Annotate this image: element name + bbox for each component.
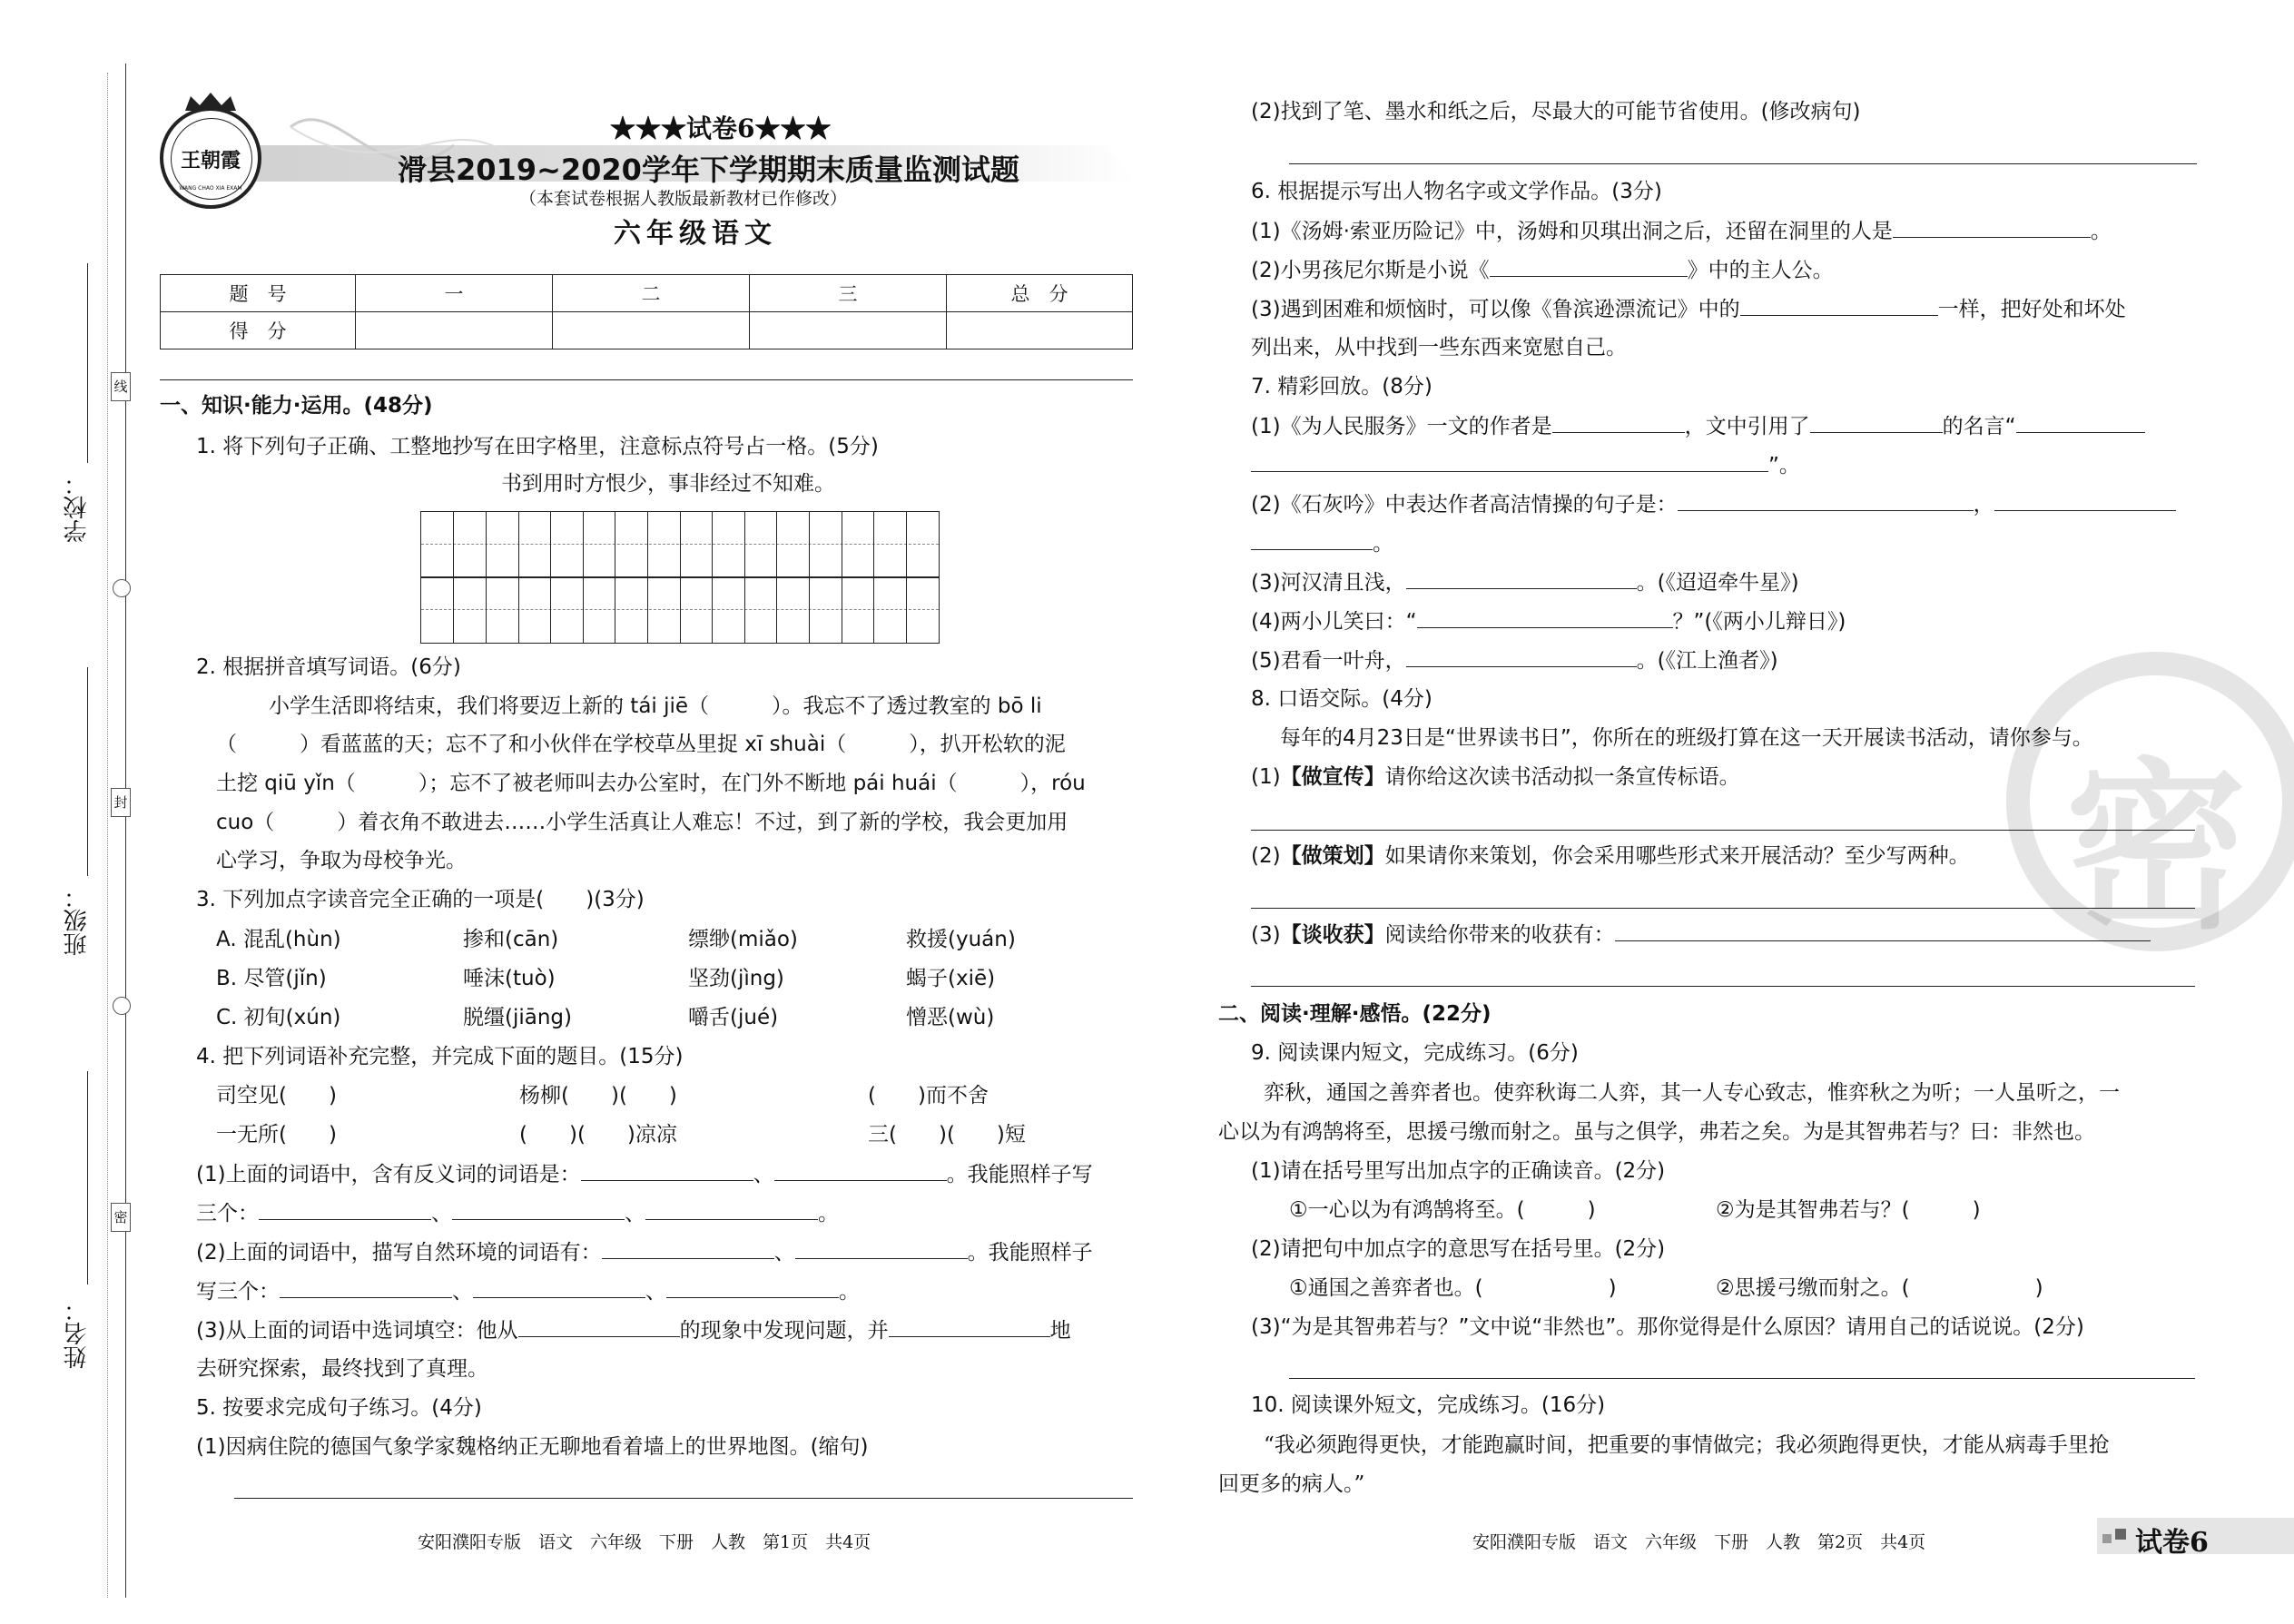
q6-sub3-cont: 列出来，从中找到一些东西来宽慰自己。 <box>1251 336 1627 359</box>
q3-option: 脱缰(jiāng) <box>463 1006 572 1029</box>
q8-sub1-num: (1) <box>1251 765 1281 789</box>
footer-tag: 试卷6 <box>2135 1527 2209 1559</box>
answer-blank[interactable] <box>1678 490 1974 511</box>
q8-sub3-text: 阅读给你带来的收获有： <box>1384 923 1615 947</box>
q6-sub2-text: 》中的主人公。 <box>1687 259 1834 282</box>
table-cell: 总 分 <box>947 275 1133 312</box>
q3-option: C. 初旬(xún) <box>216 1006 341 1029</box>
q4-sub2-text: 。我能照样子 <box>967 1241 1093 1265</box>
q5-sub1: (1)因病住院的德国气象学家魏格纳正无聊地看着墙上的世界地图。(缩句) <box>196 1435 869 1459</box>
answer-blank[interactable] <box>452 1199 625 1220</box>
answer-blank[interactable] <box>1810 412 1943 433</box>
section-divider <box>160 379 1133 380</box>
q7-sub3-text: 。(《迢迢牵牛星》) <box>1636 571 1799 595</box>
q8-sub1 <box>1251 763 1740 791</box>
q1-sentence: 书到用时方恨少，事非经过不知难。 <box>501 472 835 496</box>
q9-sub2b: ②思援弓缴而射之。( ) <box>1716 1276 2043 1300</box>
q4-word: ( )而不舍 <box>868 1084 989 1107</box>
q7-sub5-text: 。(《江上渔者》) <box>1636 649 1778 673</box>
q4-word: ( )( )凉凉 <box>519 1123 677 1147</box>
answer-blank[interactable] <box>259 1199 431 1220</box>
q8-sub3 <box>1251 920 2151 949</box>
q8-sub2-num: (2) <box>1251 844 1281 868</box>
q4-sub3-text: 的现象中发现问题，并 <box>679 1319 889 1343</box>
q4-sub3-text: (3)从上面的词语中选词填空：他从 <box>196 1319 518 1343</box>
footer-square-icon <box>2115 1529 2126 1540</box>
section1-heading: 一、知识·能力·运用。(48分) <box>160 394 433 418</box>
answer-blank[interactable] <box>602 1238 774 1259</box>
q6-sub3-text: 一样，把好处和坏处 <box>1937 298 2126 321</box>
q8-sub3-num: (3) <box>1251 923 1281 947</box>
answer-blank[interactable] <box>2016 412 2145 433</box>
grade-subject: 六年级语文 <box>614 218 777 250</box>
tianzige-grid[interactable] <box>420 511 940 644</box>
paper-tag: ★★★试卷6★★★ <box>610 113 832 143</box>
q4-word: 杨柳( )( ) <box>519 1084 677 1107</box>
q7-sub1-cont <box>1251 451 1800 479</box>
q6-sub3-text: (3)遇到困难和烦恼时，可以像《鲁滨逊漂流记》中的 <box>1251 298 1740 321</box>
name-label: 姓名： <box>64 1298 91 1369</box>
q3-option: 坚劲(jìng) <box>688 967 784 990</box>
q7-sub2-cont: 。 <box>1251 529 1393 557</box>
q6-sub1: (1)《汤姆·索亚历险记》中，汤姆和贝琪出洞之后，还留在洞里的人是 。 <box>1251 217 2112 245</box>
q3-option: 掺和(cān) <box>463 928 559 951</box>
q4-sub2: (2)上面的词语中，描写自然环境的词语有： 、 。我能照样子 <box>196 1238 1093 1266</box>
school-label: 学校： <box>64 472 91 543</box>
q2-line: 心学习，争取为母校争光。 <box>216 849 467 872</box>
answer-blank[interactable] <box>1406 646 1637 667</box>
q2-line: 土挖 qiū yǐn（ ）；忘不了被老师叫去办公室时，在门外不断地 pái huái（ ），róu <box>216 772 1086 795</box>
table-cell: 一 <box>356 275 553 312</box>
answer-blank[interactable] <box>1417 607 1673 628</box>
answer-blank[interactable] <box>518 1316 680 1337</box>
q3-option: 救援(yuán) <box>906 928 1016 951</box>
answer-blank[interactable] <box>1893 217 2091 238</box>
q9-sub3: (3)“为是其智弗若与？”文中说“非然也”。那你觉得是什么原因？请用自己的话说说。(2分) <box>1251 1315 2084 1339</box>
binding-hole-icon <box>113 579 131 597</box>
q6-text: 6. 根据提示写出人物名字或文学作品。(3分) <box>1251 180 1662 203</box>
cut-mark-secret: 密 <box>111 1203 131 1232</box>
logo-ring-text: WANG CHAO XIA EXAM <box>179 185 242 192</box>
q3-option: 蝎子(xiē) <box>906 967 996 990</box>
q9-text: 9. 阅读课内短文，完成练习。(6分) <box>1251 1041 1579 1065</box>
section2-heading: 二、阅读·理解·感悟。(22分) <box>1218 1002 1492 1026</box>
q9-sub1a: ①一心以为有鸿鹄将至。( ) <box>1289 1198 1596 1222</box>
score-table-header-row <box>161 275 1133 312</box>
q9-passage: 弈秋，通国之善弈者也。使弈秋诲二人弈，其一人专心致志，惟弈秋之为听；一人虽听之，一 <box>1264 1081 2120 1105</box>
q7-sub4-text: (4)两小儿笑曰：“ <box>1251 610 1417 634</box>
q8-sub3-tag: 【谈收获】 <box>1280 923 1385 947</box>
q3-option: A. 混乱(hùn) <box>216 928 341 951</box>
q4-sub3-text: 地 <box>1049 1319 1071 1343</box>
q7-text: 7. 精彩回放。(8分) <box>1251 375 1433 399</box>
q4-sub2-cont: 写三个： 、 、 。 <box>196 1277 860 1305</box>
q6-sub2 <box>1251 256 1834 284</box>
q4-sub1: (1)上面的词语中，含有反义词的词语是： 、 。我能照样子写 <box>196 1160 1093 1188</box>
footer-square-icon <box>2102 1534 2112 1543</box>
answer-blank[interactable] <box>1994 490 2176 511</box>
watermark-text: 密 <box>2064 743 2247 954</box>
q7-sub3-text: (3)河汉清且浅， <box>1251 571 1406 595</box>
q9-sub2a: ①通国之善弈者也。( ) <box>1289 1276 1617 1300</box>
footer-left: 安阳濮阳专版 语文 六年级 下册 人教 第1页 共4页 <box>418 1532 871 1552</box>
q7-sub2: (2)《石灰吟》中表达作者高洁情操的句子是： ， <box>1251 490 2176 518</box>
q5-sub2: (2)找到了笔、墨水和纸之后，尽最大的可能节省使用。(修改病句) <box>1251 100 1861 123</box>
q1-text: 1. 将下列句子正确、工整地抄写在田字格里，注意标点符号占一格。(5分) <box>196 435 879 458</box>
q2-line: cuo（ ）着衣角不敢进去……小学生活真让人难忘！不过，到了新的学校，我会更加用 <box>216 811 1068 834</box>
q8-text: 8. 口语交际。(4分) <box>1251 687 1433 711</box>
q7-sub1-text: 的名言“ <box>1942 415 2016 438</box>
q7-sub1-text: ”。 <box>1768 454 1800 477</box>
answer-blank[interactable] <box>473 1277 645 1298</box>
q7-sub3 <box>1251 568 1799 596</box>
q4-sub2-text: (2)上面的词语中，描写自然环境的词语有： <box>196 1241 602 1265</box>
binding-fold-line <box>125 64 126 1598</box>
q9-sub2: (2)请把句中加点字的意思写在括号里。(2分) <box>1251 1237 1666 1261</box>
score-input[interactable] <box>750 312 947 349</box>
q3-option: B. 尽管(jǐn) <box>216 967 327 990</box>
answer-blank[interactable] <box>1490 256 1688 277</box>
q4-sub1-text: (1)上面的词语中，含有反义词的词语是： <box>196 1163 581 1186</box>
q8-sub2-tag: 【做策划】 <box>1280 844 1385 868</box>
q2-line: （ ）看蓝蓝的天；忘不了和小伙伴在学校草丛里捉 xī shuài（ ），扒开松软的泥 <box>216 733 1066 756</box>
q3-option: 唾沫(tuò) <box>463 967 556 990</box>
binding-hole-icon <box>113 997 131 1015</box>
answer-line[interactable] <box>234 1498 1133 1499</box>
q7-sub4 <box>1251 607 1846 635</box>
answer-blank[interactable] <box>280 1277 452 1298</box>
score-input[interactable] <box>553 312 750 349</box>
q4-sub1-cont: 三个： 、 、 。 <box>196 1199 839 1227</box>
q7-sub4-text: ？”(《两小儿辩日》) <box>1672 610 1846 634</box>
q6-sub3 <box>1251 295 2126 323</box>
logo-text: 王朝霞 <box>180 149 241 172</box>
q4-sub1-text: 三个： <box>196 1202 259 1225</box>
crown-icon <box>182 91 240 113</box>
secret-watermark-icon <box>2006 652 2294 954</box>
answer-blank[interactable] <box>1406 568 1637 589</box>
q6-sub1-text: (1)《汤姆·索亚历险记》中，汤姆和贝琪出洞之后，还留在洞里的人是 <box>1251 220 1893 243</box>
class-label: 班级： <box>64 885 91 956</box>
q4-sub3-cont: 去研究探索，最终找到了真理。 <box>196 1357 488 1381</box>
score-table-score-row <box>161 312 1133 349</box>
footer-right: 安阳濮阳专版 语文 六年级 下册 人教 第2页 共4页 <box>1472 1532 1926 1552</box>
q10-passage: 回更多的病人。” <box>1218 1472 1365 1496</box>
table-cell: 题 号 <box>161 275 356 312</box>
q3-text: 3. 下列加点字读音完全正确的一项是( )(3分) <box>196 888 645 911</box>
q5-text: 5. 按要求完成句子练习。(4分) <box>196 1396 482 1420</box>
q7-sub2-text: (2)《石灰吟》中表达作者高洁情操的句子是： <box>1251 493 1678 517</box>
answer-blank[interactable] <box>1740 295 1938 316</box>
binding-dashed-line <box>107 73 108 1598</box>
answer-blank[interactable] <box>1251 451 1768 472</box>
table-cell: 得 分 <box>161 312 356 349</box>
score-input[interactable] <box>947 312 1133 349</box>
q8-sub1-text: 请你给这次读书活动拟一条宣传标语。 <box>1384 765 1740 789</box>
answer-blank[interactable] <box>1552 412 1685 433</box>
q9-sub1: (1)请在括号里写出加点字的正确读音。(2分) <box>1251 1159 1666 1183</box>
q4-word: 司空见( ) <box>216 1084 337 1107</box>
cut-mark-seal: 封 <box>111 788 131 817</box>
q4-sub3 <box>196 1316 1071 1344</box>
q8-sub2-text: 如果请你来策划，你会采用哪些形式来开展活动？至少写两种。 <box>1384 844 1970 868</box>
q4-sub2-text: 写三个： <box>196 1280 280 1304</box>
cut-mark-line: 线 <box>111 372 131 401</box>
q7-sub5 <box>1251 646 1778 674</box>
q9-passage: 心以为有鸿鹄将至，思援弓缴而射之。虽与之俱学，弗若之矣。为是其智弗若与？曰：非然也。 <box>1218 1120 2095 1144</box>
q7-sub1 <box>1251 412 2145 440</box>
q8-sub2 <box>1251 842 1970 870</box>
q7-sub5-text: (5)君看一叶舟， <box>1251 649 1406 673</box>
q7-sub1-text: ，文中引用了 <box>1684 415 1810 438</box>
answer-blank[interactable] <box>666 1277 839 1298</box>
q8-intro: 每年的4月23日是“世界读书日”，你所在的班级打算在这一天开展读书活动，请你参与。 <box>1280 726 2093 750</box>
answer-line[interactable] <box>1289 163 2197 164</box>
exam-title: 滑县2019~2020学年下学期期末质量监测试题 <box>398 153 1019 187</box>
q9-sub1b: ②为是其智弗若与？( ) <box>1716 1198 1981 1222</box>
answer-blank[interactable] <box>581 1160 753 1181</box>
q2-line: 小学生活即将结束，我们将要迈上新的 tái jiē（ ）。我忘不了透过教室的 bō li <box>269 694 1042 718</box>
q6-sub2-text: (2)小男孩尼尔斯是小说《 <box>1251 259 1490 282</box>
q3-option: 嚼舌(jué) <box>688 1006 779 1029</box>
answer-blank[interactable] <box>645 1199 818 1220</box>
class-field[interactable] <box>87 667 88 876</box>
score-table <box>160 274 1133 349</box>
q8-sub1-tag: 【做宣传】 <box>1280 765 1385 789</box>
q10-text: 10. 阅读课外短文，完成练习。(16分) <box>1251 1393 1606 1417</box>
q7-sub1-text: (1)《为人民服务》一文的作者是 <box>1251 415 1552 438</box>
school-field[interactable] <box>87 263 88 463</box>
q3-option: 缥缈(miǎo) <box>688 928 798 951</box>
logo-badge <box>160 107 261 209</box>
answer-blank[interactable] <box>1251 529 1373 550</box>
q2-text: 2. 根据拼音填写词语。(6分) <box>196 655 461 679</box>
name-field[interactable] <box>87 1071 88 1284</box>
q4-text: 4. 把下列词语补充完整，并完成下面的题目。(15分) <box>196 1045 684 1068</box>
exam-subtitle: （本套试卷根据人教版最新教材已作修改） <box>519 189 848 209</box>
q3-option: 憎恶(wù) <box>906 1006 995 1029</box>
score-input[interactable] <box>356 312 553 349</box>
table-cell: 三 <box>750 275 947 312</box>
answer-line[interactable] <box>1289 1378 2195 1379</box>
answer-blank[interactable] <box>889 1316 1050 1337</box>
q10-passage: “我必须跑得更快，才能跑赢时间，把重要的事情做完；我必须跑得更快，才能从病毒手里抢 <box>1264 1433 2110 1457</box>
table-cell: 二 <box>553 275 750 312</box>
q4-sub1-text: 。我能照样子写 <box>946 1163 1093 1186</box>
answer-line[interactable] <box>1251 986 2195 987</box>
q4-word: 一无所( ) <box>216 1123 337 1147</box>
q4-word: 三( )( )短 <box>868 1123 1026 1147</box>
answer-blank[interactable] <box>795 1238 968 1259</box>
answer-blank[interactable] <box>774 1160 947 1181</box>
